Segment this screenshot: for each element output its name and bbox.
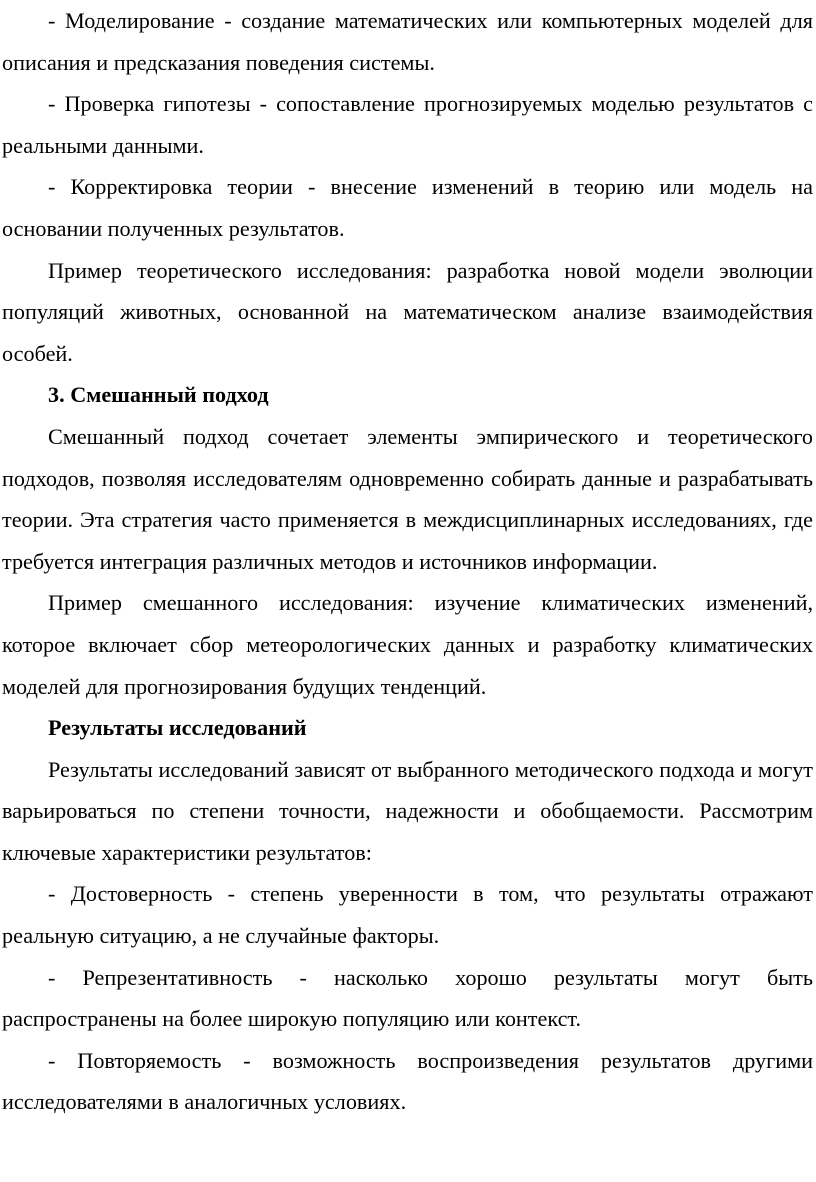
paragraph-mixed-example: Пример смешанного исследования: изучение климатических изменений, которое включает сбор метеорологических данных и разработку климатических моделей для прогнозирования будущих тенденций. bbox=[2, 590, 813, 699]
section-heading-results: Результаты исследований bbox=[48, 715, 307, 741]
paragraph-modeling: - Моделирование - создание математических или компьютерных моделей для описания и предсказания поведения системы. bbox=[2, 8, 813, 75]
paragraph-repeatability: - Повторяемость - возможность воспроизведения результатов другими исследователями в аналогичных условиях. bbox=[2, 1047, 813, 1115]
section-heading-mixed-approach: 3. Смешанный подход bbox=[48, 382, 269, 408]
paragraph-hypothesis-check: - Проверка гипотезы - сопоставление прогнозируемых моделью результатов с реальными данными. bbox=[2, 91, 813, 158]
paragraph-reliability: - Достоверность - степень уверенности в том, что результаты отражают реальную ситуацию, а не случайные факторы. bbox=[2, 881, 813, 949]
paragraph-results-intro: Результаты исследований зависят от выбранного методического подхода и могут варьироваться по степени точности, надежности и обобщаемости. Рассмотрим ключевые характеристики результатов: bbox=[2, 756, 813, 865]
paragraph-theoretical-example: Пример теоретического исследования: разработка новой модели эволюции популяций животных, основанной на математическом анализе взаимодействия особей. bbox=[2, 257, 813, 366]
paragraph-representativeness: - Репрезентативность - насколько хорошо результаты могут быть распространены на более широкую популяцию или контекст. bbox=[2, 964, 813, 1032]
paragraph-mixed-approach: Смешанный подход сочетает элементы эмпирического и теоретического подходов, позволяя исследователям одновременно собирать данные и разрабатывать теории. Эта стратегия часто применяется в междисциплинарных исследованиях, где требуется интеграция различных методов и источников информации. bbox=[2, 423, 813, 574]
paragraph-theory-correction: - Корректировка теории - внесение изменений в теорию или модель на основании полученных результатов. bbox=[2, 174, 813, 241]
